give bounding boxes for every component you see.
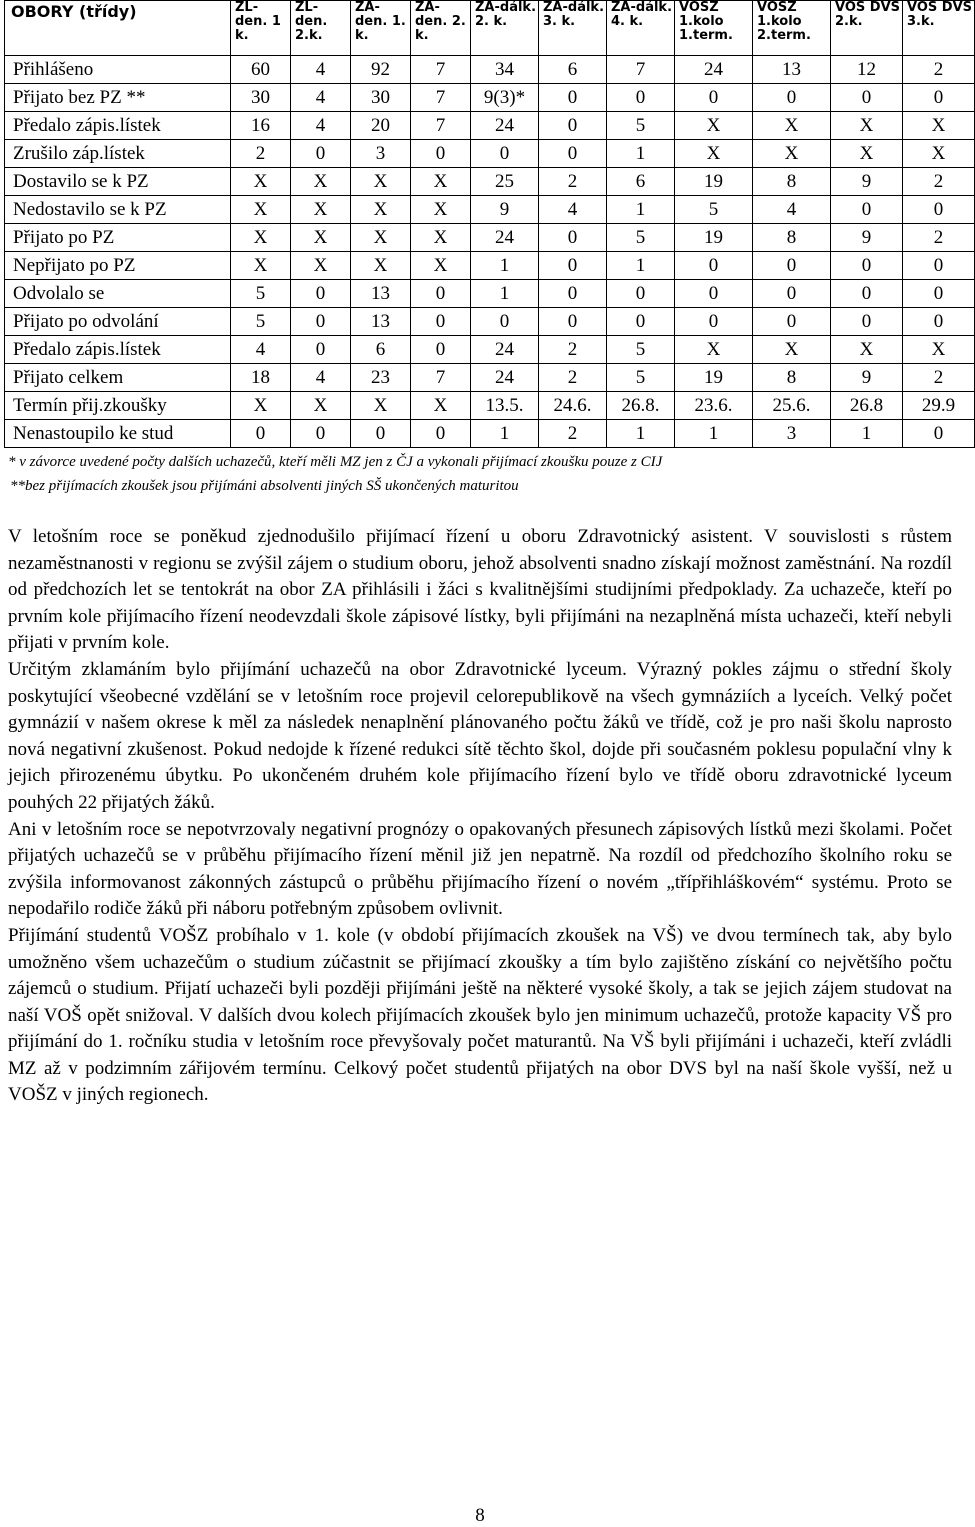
table-cell: 0 xyxy=(903,196,975,224)
column-header: ZA-den. 2. k. xyxy=(411,1,471,56)
table-cell: 0 xyxy=(539,84,607,112)
table-cell: 25 xyxy=(471,168,539,196)
column-header: VOSZ 1.kolo 1.term. xyxy=(675,1,753,56)
table-cell: 13 xyxy=(351,308,411,336)
table-cell: 0 xyxy=(831,252,903,280)
table-cell: 7 xyxy=(607,56,675,84)
table-cell: 2 xyxy=(539,420,607,448)
table-cell: 7 xyxy=(411,56,471,84)
table-cell: 1 xyxy=(471,420,539,448)
table-cell: X xyxy=(291,224,351,252)
table-cell: 0 xyxy=(411,280,471,308)
table-cell: 0 xyxy=(351,420,411,448)
table-cell: 0 xyxy=(471,308,539,336)
paragraph: Ani v letošním roce se nepotvrzovaly negativní prognózy o opakovaných přesunech zápisových lístků mezi školami. Počet přijatých uchazečů se v průběhu přijímacího řízení měnil již jen nepatrně. Na rozdíl od předchozího školního roku se zvýšila informovanost zákonných zástupců o průběhu přijímacího řízení o novém „třípřihláškovém“ systému. Proto se nepodařilo rodiče žáků při náboru potřebným způsobem ovlivnit. xyxy=(8,818,952,920)
table-cell: 0 xyxy=(753,84,831,112)
table-cell: 23.6. xyxy=(675,392,753,420)
row-label: Nenastoupilo ke stud xyxy=(5,420,231,448)
column-header: ZA-dálk. 4. k. xyxy=(607,1,675,56)
table-cell: 13.5. xyxy=(471,392,539,420)
paragraph: V letošním roce se poněkud zjednodušilo přijímací řízení u oboru Zdravotnický asistent. V souvislosti s růstem nezaměstnanosti v regionu se zvýšil zájem o studium oboru, jehož absolventi snadno získají možnost zaměstnání. Na rozdíl od předchozích let se tentokrát na obor ZA přihlásili i žáci s kvalitnějšími studijními předpoklady. Za uchazeče, kteří po prvním kole přijímacího řízení neodevzdali škole zápisové lístky, byli přijímáni na nezaplněná místa uchazeči, kteří nebyli přijati v prvním kole. xyxy=(8,526,952,654)
table-row xyxy=(5,224,975,252)
table-cell: 0 xyxy=(675,84,753,112)
table-cell: 0 xyxy=(903,420,975,448)
table-cell: 0 xyxy=(231,420,291,448)
table-row xyxy=(5,140,975,168)
table-cell: 12 xyxy=(831,56,903,84)
table-cell: X xyxy=(411,168,471,196)
table-cell: 6 xyxy=(539,56,607,84)
table-cell: 1 xyxy=(607,196,675,224)
column-header: ZL-den. 2.k. xyxy=(291,1,351,56)
admissions-table xyxy=(4,0,975,448)
table-cell: 0 xyxy=(831,196,903,224)
table-cell: 7 xyxy=(411,84,471,112)
table-cell: X xyxy=(903,336,975,364)
table-cell: 0 xyxy=(903,308,975,336)
table-cell: 8 xyxy=(753,168,831,196)
table-cell: X xyxy=(411,196,471,224)
table-cell: 20 xyxy=(351,112,411,140)
table-cell: 0 xyxy=(675,280,753,308)
table-cell: 0 xyxy=(831,308,903,336)
table-cell: 0 xyxy=(675,252,753,280)
table-cell: 3 xyxy=(753,420,831,448)
row-label: Přijato bez PZ ** xyxy=(5,84,231,112)
table-cell: X xyxy=(291,392,351,420)
row-label: Přijato po odvolání xyxy=(5,308,231,336)
report-body xyxy=(8,524,952,1109)
row-label: Přijato celkem xyxy=(5,364,231,392)
table-cell: X xyxy=(831,140,903,168)
table-cell: X xyxy=(675,336,753,364)
table-cell: 24 xyxy=(471,224,539,252)
column-header: VOSZ 1.kolo 2.term. xyxy=(753,1,831,56)
table-cell: 1 xyxy=(607,140,675,168)
table-cell: 0 xyxy=(539,112,607,140)
table-cell: 7 xyxy=(411,112,471,140)
table-cell: 5 xyxy=(675,196,753,224)
table-cell: 6 xyxy=(351,336,411,364)
table-cell: 2 xyxy=(903,224,975,252)
table-cell: 0 xyxy=(539,140,607,168)
table-cell: 0 xyxy=(291,140,351,168)
table-cell: X xyxy=(675,140,753,168)
table-cell: 0 xyxy=(411,308,471,336)
table-cell: 0 xyxy=(539,280,607,308)
table-cell: 19 xyxy=(675,224,753,252)
table-cell: 1 xyxy=(471,252,539,280)
table-cell: 5 xyxy=(607,364,675,392)
table-cell: 0 xyxy=(539,224,607,252)
table-cell: 0 xyxy=(831,84,903,112)
row-label: Odvolalo se xyxy=(5,280,231,308)
table-cell: X xyxy=(831,112,903,140)
table-cell: X xyxy=(411,252,471,280)
table-row xyxy=(5,336,975,364)
table-cell: 16 xyxy=(231,112,291,140)
table-cell: 92 xyxy=(351,56,411,84)
table-cell: 3 xyxy=(351,140,411,168)
table-cell: 9(3)* xyxy=(471,84,539,112)
table-cell: X xyxy=(291,196,351,224)
table-cell: 0 xyxy=(675,308,753,336)
table-cell: X xyxy=(351,196,411,224)
table-cell: X xyxy=(675,112,753,140)
table-cell: X xyxy=(231,252,291,280)
table-row xyxy=(5,196,975,224)
table-cell: 0 xyxy=(903,252,975,280)
table-cell: 24 xyxy=(471,112,539,140)
table-cell: 0 xyxy=(753,280,831,308)
table-cell: X xyxy=(351,168,411,196)
table-cell: 24.6. xyxy=(539,392,607,420)
table-row xyxy=(5,420,975,448)
table-cell: X xyxy=(351,252,411,280)
column-header: ZA-den. 1. k. xyxy=(351,1,411,56)
table-cell: 26.8 xyxy=(831,392,903,420)
table-cell: 5 xyxy=(607,112,675,140)
table-row xyxy=(5,112,975,140)
corner-header: OBORY (třídy) xyxy=(5,1,231,56)
table-cell: 9 xyxy=(831,168,903,196)
table-cell: 0 xyxy=(607,308,675,336)
table-cell: 0 xyxy=(411,336,471,364)
table-cell: 0 xyxy=(539,252,607,280)
column-header: ZL-den. 1 k. xyxy=(231,1,291,56)
row-label: Předalo zápis.lístek xyxy=(5,336,231,364)
table-cell: 0 xyxy=(753,252,831,280)
table-cell: 8 xyxy=(753,224,831,252)
table-cell: 0 xyxy=(291,420,351,448)
table-cell: 0 xyxy=(411,420,471,448)
table-cell: 2 xyxy=(539,336,607,364)
table-row xyxy=(5,280,975,308)
table-cell: 13 xyxy=(351,280,411,308)
row-label: Dostavilo se k PZ xyxy=(5,168,231,196)
table-cell: X xyxy=(291,252,351,280)
table-cell: 4 xyxy=(291,112,351,140)
row-label: Nedostavilo se k PZ xyxy=(5,196,231,224)
table-cell: 24 xyxy=(675,56,753,84)
table-row xyxy=(5,84,975,112)
table-cell: 8 xyxy=(753,364,831,392)
table-header-row xyxy=(5,1,975,56)
table-footnotes xyxy=(8,450,953,498)
paragraph: Přijímání studentů VOŠZ probíhalo v 1. kole (v období přijímacích zkoušek na VŠ) ve dvou termínech tak, aby bylo umožněno všem uchazečům o studium zúčastnit se přijímací zkoušky a tím bylo zajištěno získání co největšího počtu zájemců o studium. Přijatí uchazeči byli později přijímáni ještě na některé vysoké školy, a tak se jejich zájem studovat na naší VOŠ opět snižoval. V dalších dvou kolech přijímacích zkoušek bylo jen minimum uchazečů, protože kapacity VŠ pro přijímání do 1. ročníku studia v letošním roce převyšovaly počet maturantů. Na VŠ byli přijímáni i uchazeči, kteří zvládli MZ až v podzimním zářijovém termínu. Celkový počet studentů přijatých na obor DVS byl na naší škole vyšší, než u VOŠZ v jiných regionech. xyxy=(8,924,952,1106)
table-cell: 2 xyxy=(903,168,975,196)
column-header: ZA-dálk. 2. k. xyxy=(471,1,539,56)
table-cell: 5 xyxy=(607,336,675,364)
column-header: VOS DVS 3.k. xyxy=(903,1,975,56)
table-cell: 26.8. xyxy=(607,392,675,420)
table-cell: 4 xyxy=(231,336,291,364)
table-cell: 24 xyxy=(471,336,539,364)
table-cell: X xyxy=(903,112,975,140)
table-cell: 0 xyxy=(291,336,351,364)
table-cell: X xyxy=(903,140,975,168)
table-cell: 0 xyxy=(607,280,675,308)
page-number: 8 xyxy=(475,1505,485,1526)
table-cell: 0 xyxy=(411,140,471,168)
table-cell: X xyxy=(231,168,291,196)
table-cell: 1 xyxy=(471,280,539,308)
table-cell: 4 xyxy=(291,364,351,392)
table-cell: X xyxy=(411,392,471,420)
table-row xyxy=(5,392,975,420)
table-cell: X xyxy=(831,336,903,364)
table-cell: 2 xyxy=(903,364,975,392)
table-cell: 18 xyxy=(231,364,291,392)
table-cell: 0 xyxy=(607,84,675,112)
table-cell: X xyxy=(231,196,291,224)
table-cell: 34 xyxy=(471,56,539,84)
table-cell: 1 xyxy=(831,420,903,448)
table-row xyxy=(5,308,975,336)
table-cell: 0 xyxy=(291,308,351,336)
table-cell: 0 xyxy=(753,308,831,336)
table-cell: X xyxy=(351,392,411,420)
column-header: ZA-dálk. 3. k. xyxy=(539,1,607,56)
table-cell: 30 xyxy=(231,84,291,112)
table-cell: X xyxy=(231,224,291,252)
table-cell: 9 xyxy=(831,224,903,252)
table-cell: 23 xyxy=(351,364,411,392)
table-cell: X xyxy=(753,112,831,140)
table-cell: 4 xyxy=(753,196,831,224)
row-label: Zrušilo záp.lístek xyxy=(5,140,231,168)
row-label: Přijato po PZ xyxy=(5,224,231,252)
table-cell: 13 xyxy=(753,56,831,84)
table-cell: 4 xyxy=(291,84,351,112)
table-cell: 0 xyxy=(539,308,607,336)
table-row xyxy=(5,56,975,84)
table-cell: 2 xyxy=(903,56,975,84)
table-cell: 2 xyxy=(539,168,607,196)
row-label: Termín přij.zkoušky xyxy=(5,392,231,420)
table-cell: 25.6. xyxy=(753,392,831,420)
table-cell: 9 xyxy=(831,364,903,392)
table-cell: 2 xyxy=(539,364,607,392)
table-cell: 1 xyxy=(607,420,675,448)
row-label: Přihlášeno xyxy=(5,56,231,84)
table-cell: X xyxy=(753,140,831,168)
row-label: Předalo zápis.lístek xyxy=(5,112,231,140)
footnote-single-star: * v závorce uvedené počty dalších uchazečů, kteří měli MZ jen z ČJ a vykonali přijímací zkoušku pouze z CIJ xyxy=(8,454,663,470)
table-cell: 0 xyxy=(903,84,975,112)
table-cell: 29.9 xyxy=(903,392,975,420)
table-cell: 4 xyxy=(539,196,607,224)
table-row xyxy=(5,252,975,280)
column-header: VOS DVS 2.k. xyxy=(831,1,903,56)
paragraph: Určitým zklamáním bylo přijímání uchazečů na obor Zdravotnické lyceum. Výrazný pokles zájmu o střední školy poskytující všeobecné vzdělání se v letošním roce projevil celorepublikově na všech gymnáziích a lyceích. Velký počet gymnázií v našem okrese k měl za následek nenaplnění plánovaného počtu žáků ve třídě, což je pro naši školu naprosto nová negativní zkušenost. Pokud nedojde k řízené redukci sítě těchto škol, dojde při současném poklesu populační vlny k jejich přirozenému úbytku. Po ukončeném druhém kole přijímacího řízení bylo ve třídě oboru zdravotnické lyceum pouhých 22 přijatých žáků. xyxy=(8,658,952,813)
row-label: Nepřijato po PZ xyxy=(5,252,231,280)
table-cell: 30 xyxy=(351,84,411,112)
table-cell: 6 xyxy=(607,168,675,196)
table-cell: X xyxy=(291,168,351,196)
table-cell: X xyxy=(351,224,411,252)
table-cell: 60 xyxy=(231,56,291,84)
table-cell: 9 xyxy=(471,196,539,224)
table-cell: X xyxy=(753,336,831,364)
table-cell: 19 xyxy=(675,364,753,392)
table-row xyxy=(5,168,975,196)
table-cell: 0 xyxy=(831,280,903,308)
table-cell: 4 xyxy=(291,56,351,84)
table-body xyxy=(5,56,975,448)
table-cell: 5 xyxy=(231,308,291,336)
table-cell: 1 xyxy=(607,252,675,280)
table-cell: 1 xyxy=(675,420,753,448)
table-cell: 19 xyxy=(675,168,753,196)
table-cell: 24 xyxy=(471,364,539,392)
table-cell: 5 xyxy=(607,224,675,252)
table-cell: 2 xyxy=(231,140,291,168)
table-cell: 7 xyxy=(411,364,471,392)
table-cell: 0 xyxy=(291,280,351,308)
footnote-double-star: **bez přijímacích zkoušek jsou přijímáni absolventi jiných SŠ ukončených maturitou xyxy=(10,478,519,494)
table-cell: X xyxy=(231,392,291,420)
table-cell: 0 xyxy=(471,140,539,168)
table-cell: X xyxy=(411,224,471,252)
table-row xyxy=(5,364,975,392)
table-cell: 5 xyxy=(231,280,291,308)
table-cell: 0 xyxy=(903,280,975,308)
